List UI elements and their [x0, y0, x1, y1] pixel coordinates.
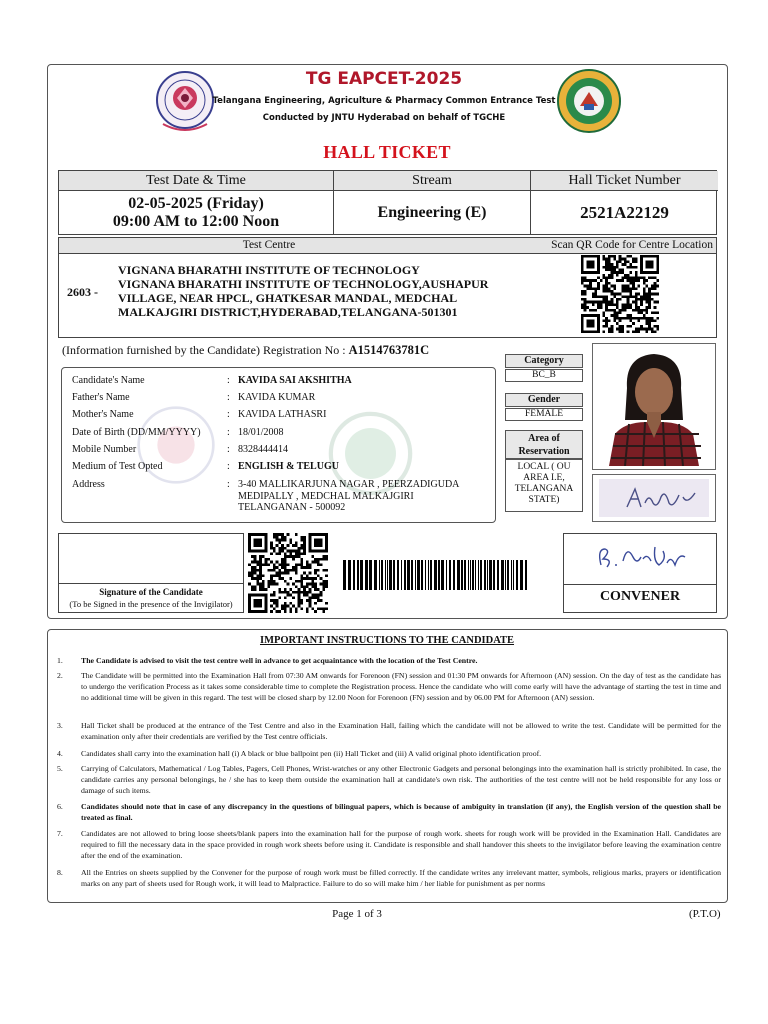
detail-label: Medium of Test Opted: [72, 461, 163, 472]
test-medium: ENGLISH & TELUGU: [238, 461, 339, 472]
exam-info-grid: [58, 170, 717, 235]
centre-address-line: VILLAGE, NEAR HPCL, GHATKESAR MANDAL, MEDCHAL: [118, 291, 458, 305]
instruction-item: 5. Carrying of Calculators, Mathematical / Log Tables, Pagers, Cell Phones, Wrist-watches or any other Electronic Gadgets and personal belongings into the examination hall is strictly prohibited. In case, the candidate carries any personal belongings, he / she has to keep them outside the examination hall at candidate's own risk. The authorities of the test centre will not be held responsible for any loss or damage of such items.: [57, 764, 721, 796]
gender-value: FEMALE: [505, 408, 583, 421]
candidate-signature-note: (To be Signed in the presence of the Invigilator): [69, 599, 233, 609]
instruction-item: 6. Candidates should note that in case of any discrepancy in the questions of bilingual papers, which is because of ambiguity in translation (if any), the English version of the question shall be treated as final.: [57, 802, 721, 823]
centre-address-line: VIGNANA BHARATHI INSTITUTE OF TECHNOLOGY,AUSHAPUR: [118, 277, 489, 291]
scan-qr-label: Scan QR Code for Centre Location: [551, 239, 713, 251]
detail-label: Father's Name: [72, 392, 130, 403]
centre-code: 2603 -: [67, 285, 98, 299]
father-name: KAVIDA KUMAR: [238, 392, 316, 403]
convener-label: CONVENER: [599, 589, 681, 604]
hall-ticket-number: 2521A22129: [580, 203, 669, 222]
registration-label: (Information furnished by the Candidate) Registration No :: [62, 343, 346, 357]
mother-name: KAVIDA LATHASRI: [238, 409, 327, 420]
test-date: 02-05-2025 (Friday): [128, 195, 264, 212]
reservation-value: LOCAL ( OU AREA I.E, TELANGANA STATE): [505, 459, 583, 512]
instruction-item: 3. Hall Ticket shall be produced at the entrance of the Test Centre and also in the Examination Hall, failing which the candidate will not be allowed to write the test. Candidate will be permitted for the examination only after their credentials are verified by the Test centre officials.: [57, 721, 721, 742]
category-label: Category: [505, 354, 583, 368]
test-time: 09:00 AM to 12:00 Noon: [112, 213, 280, 230]
candidate-name: KAVIDA SAI AKSHITHA: [238, 375, 352, 386]
registration-number: A1514763781C: [348, 343, 430, 357]
test-centre-header: [58, 237, 717, 254]
stream-value: Engineering (E): [377, 204, 487, 221]
detail-label: Candidate's Name: [72, 375, 145, 386]
instruction-item: 8. All the Entries on sheets supplied by the Convener for the purpose of rough work must be filled correctly. If the candidate writes any irrelevant matter, symbols, religious marks, prayers or identification marks on any part of sheets used for Rough work, it will lead to Malpractice. Failure to do so will make him / her liable for punishment as per norms: [57, 868, 721, 889]
centre-address-line: MALKAJGIRI DISTRICT,HYDERABAD,TELANGANA-501301: [118, 305, 458, 319]
candidate-photo: [605, 348, 703, 466]
instruction-item: 1. The Candidate is advised to visit the test centre well in advance to get acquaintance with the location of the Test Centre.: [57, 656, 478, 665]
exam-title: TG EAPCET-2025: [305, 69, 463, 89]
instructions-title: IMPORTANT INSTRUCTIONS TO THE CANDIDATE: [259, 635, 515, 646]
mobile-number: 8328444414: [238, 444, 288, 455]
candidate-address: 3-40 MALLIKARJUNA NAGAR , PEERZADIGUDA MEDIPALLY , MEDCHAL MALKAJGIRI TELANGANAN - 500092: [238, 479, 460, 513]
instruction-item: 4. Candidates shall carry into the examination hall (i) A black or blue ballpoint pen (ii) Hall Ticket and (iii) A valid original photo identification proof.: [57, 749, 542, 758]
stream-label: Stream: [334, 171, 530, 191]
candidate-signature-image: [599, 479, 709, 517]
detail-label: Mother's Name: [72, 409, 134, 420]
hall-ticket-number-label: Hall Ticket Number: [531, 171, 718, 191]
detail-label: Address: [72, 479, 105, 490]
candidate-photo-frame: [592, 343, 716, 470]
candidate-photo-signature-frame: [592, 474, 716, 522]
test-centre-label: Test Centre: [242, 239, 296, 251]
gender-label: Gender: [505, 393, 583, 407]
stream-cell: [334, 171, 531, 234]
exam-subtitle: Telangana Engineering, Agriculture & Pharmacy Common Entrance Test: [212, 96, 556, 106]
instruction-item: 2. The Candidate will be permitted into the Examination Hall from 07:30 AM onwards for Forenoon (FN) session and 01:30 PM onwards for Afternoon (AN) session. On the day of test as the candidate has to undergo the verification Process as it takes some considerable time to complete the Registration process. Hence the candidate who will come early will have the advantage of starting the test in time and no additional time will be given in this regard. The test will be closed sharp by 12.00 Noon for Forenoon (FN) session and by 06.00 PM for Afternoon (AN) session.: [57, 671, 721, 703]
centre-address-line: VIGNANA BHARATHI INSTITUTE OF TECHNOLOGY: [118, 263, 420, 277]
reservation-label: Area of Reservation: [505, 430, 583, 459]
centre-address: [118, 263, 538, 319]
candidate-signature-label: Signature of the Candidate: [99, 587, 203, 597]
hall-ticket-barcode: [343, 560, 529, 590]
document-title: HALL TICKET: [323, 142, 451, 162]
detail-label: Date of Birth (DD/MM/YYYY): [72, 427, 201, 438]
page-number: Page 1 of 3: [332, 908, 382, 920]
date-of-birth: 18/01/2008: [238, 427, 284, 438]
date-time-label: Test Date & Time: [59, 171, 333, 191]
pto-label: (P.T.O): [689, 908, 721, 920]
category-value: BC_B: [505, 369, 583, 382]
hall-ticket-number-cell: [531, 171, 718, 234]
date-time-cell: [59, 171, 334, 234]
conducted-by: Conducted by JNTU Hyderabad on behalf of TGCHE: [262, 113, 506, 123]
instruction-item: 7. Candidates are not allowed to bring loose sheets/blank papers into the examination hall for the purpose of rough work. sheets for rough work will be provided in the Examination Hall. Candidates are required to fill the necessary data in the space provided in rough work sheets before using it. Candidate is responsible and shall handover this sheets to the invigilator before leaving the examination centre after the end of the examination.: [57, 829, 721, 861]
hall-ticket-qr-code[interactable]: [248, 533, 328, 613]
centre-location-qr-code[interactable]: [581, 255, 659, 333]
detail-label: Mobile Number: [72, 444, 137, 455]
registration-line: [62, 343, 429, 358]
convener-signature: [583, 535, 693, 580]
